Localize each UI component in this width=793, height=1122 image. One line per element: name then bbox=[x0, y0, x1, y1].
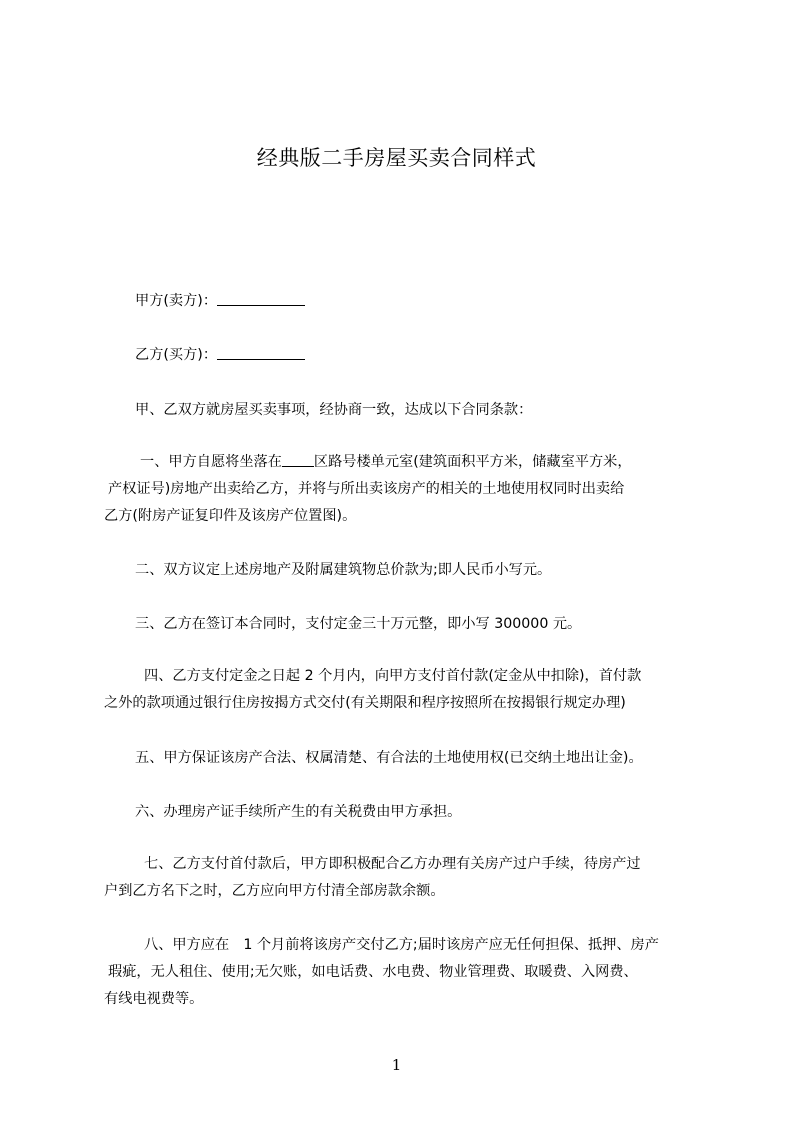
clause-8-line-3: 有线电视费等。 bbox=[104, 991, 204, 1007]
clause-4-line-1: 四、乙方支付定金之日起 2 个月内，向甲方支付首付款(定金从中扣除)，首付款 bbox=[144, 668, 642, 684]
clause-8-line-2: 瑕疵，无人租住、使用;无欠账，如电话费、水电费、物业管理费、取暖费、入网费、 bbox=[108, 964, 638, 980]
clause-4-line-2: 之外的款项通过银行住房按揭方式交付(有关期限和程序按照所在按揭银行规定办理) bbox=[104, 695, 626, 711]
party-a-label: 甲方(卖方)： bbox=[135, 293, 218, 309]
clause-6: 六、办理房产证手续所产生的有关税费由甲方承担。 bbox=[135, 804, 462, 820]
party-b-line bbox=[135, 342, 735, 369]
intro-paragraph: 甲、乙双方就房屋买卖事项，经协商一致，达成以下合同条款： bbox=[135, 402, 533, 418]
clause-8-line-1: 八、甲方应在 1 个月前将该房产交付乙方;届时该房产应无任何担保、抵押、房产 bbox=[144, 937, 659, 953]
clause-1-line-1 bbox=[140, 449, 740, 476]
clause-1-text-b: 区路号楼单元室(建筑面积平方米，储藏室平方米， bbox=[313, 454, 632, 470]
party-a-line bbox=[135, 288, 735, 315]
party-b-blank bbox=[217, 345, 305, 360]
page-title: 经典版二手房屋买卖合同样式 bbox=[256, 146, 537, 170]
party-b-label: 乙方(买方)： bbox=[135, 347, 218, 363]
clause-7-line-2: 户到乙方名下之时，乙方应向甲方付清全部房款余额。 bbox=[104, 883, 445, 899]
clause-1-text-a: 一、甲方自愿将坐落在 bbox=[140, 454, 282, 470]
clause-3: 三、乙方在签订本合同时，支付定金三十万元整，即小写 300000 元。 bbox=[135, 616, 582, 632]
clause-1-line-2: 产权证号)房地产出卖给乙方，并将与所出卖该房产的相关的土地使用权同时出卖给 bbox=[108, 481, 625, 497]
location-blank bbox=[282, 452, 314, 467]
clause-1-line-3: 乙方(附房产证复印件及该房产位置图)。 bbox=[104, 508, 357, 524]
page-number: 1 bbox=[391, 1056, 402, 1074]
clause-5: 五、甲方保证该房产合法、权属清楚、有合法的土地使用权(已交纳土地出让金)。 bbox=[135, 750, 643, 766]
party-a-blank bbox=[217, 291, 305, 306]
clause-2: 二、双方议定上述房地产及附属建筑物总价款为;即人民币小写元。 bbox=[135, 562, 552, 578]
clause-7-line-1: 七、乙方支付首付款后，甲方即积极配合乙方办理有关房产过户手续，待房产过 bbox=[144, 856, 641, 872]
